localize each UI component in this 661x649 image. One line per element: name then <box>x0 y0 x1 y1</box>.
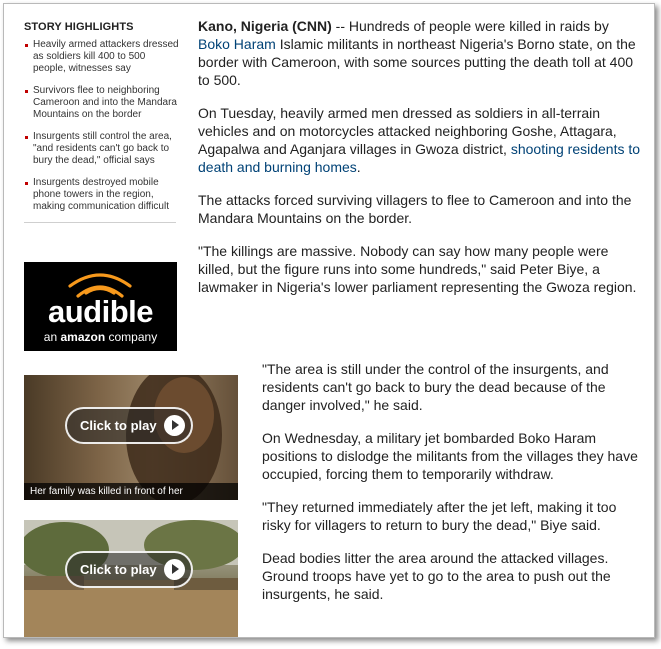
article-paragraph: On Tuesday, heavily armed men dressed as soldiers in all-terrain vehicles and on motorcycles attacked neighboring Goshe, Attagara, Agapalwa and Aganjara villages in Gwoza district, shooting residents to death and burning homes. <box>198 105 641 175</box>
shooting-residents-link[interactable]: shooting residents to death and burning homes <box>198 141 641 175</box>
article-body-continued <box>262 360 642 618</box>
article-paragraph: The attacks forced surviving villagers to flee to Cameroon and into the Mandara Mountains on the border. <box>198 192 632 226</box>
article-paragraph: "The killings are massive. Nobody can say how many people were killed, but the figure runs into some hundreds," said Peter Biye, a lawmaker in Nigeria's lower parliament representing the Gwoza region. <box>198 243 637 295</box>
highlight-item: Insurgents still control the area, "and residents can't go back to bury the dead," official says <box>24 131 180 167</box>
audible-tagline: an amazon company <box>43 330 158 344</box>
audible-wordmark: audible <box>47 294 153 329</box>
article-paragraph: On Wednesday, a military jet bombarded Boko Haram positions to dislodge the militants from the villages they have occupied, forcing them to temporarily withdraw. <box>262 430 638 482</box>
highlights-list <box>20 39 180 213</box>
video-caption: Her family was killed in front of her <box>24 483 238 500</box>
highlights-title: STORY HIGHLIGHTS <box>24 21 134 33</box>
play-button[interactable] <box>65 407 193 444</box>
article-paragraph: Dead bodies litter the area around the attacked villages. Ground troops have yet to go to the area to push out the insurgents, he said. <box>262 550 611 602</box>
highlight-item: Insurgents destroyed mobile phone towers in the region, making communication difficult <box>24 177 180 213</box>
play-icon <box>164 415 185 436</box>
video-thumbnail[interactable] <box>24 375 238 500</box>
dateline: Kano, Nigeria (CNN) <box>198 18 332 34</box>
article-paragraph: "They returned immediately after the jet left, making it too risky for villagers to return to bury the dead," Biye said. <box>262 499 617 533</box>
audible-ad[interactable] <box>24 262 177 351</box>
play-label: Click to play <box>80 418 157 433</box>
play-icon <box>164 559 185 580</box>
highlight-item: Survivors flee to neighboring Cameroon and into the Mandara Mountains on the border <box>24 85 180 121</box>
highlight-item: Heavily armed attackers dressed as soldiers kill 400 to 500 people, witnesses say <box>24 39 180 75</box>
boko-haram-link[interactable]: Boko Haram <box>198 36 276 52</box>
article-paragraph: Kano, Nigeria (CNN) -- Hundreds of people were killed in raids by Boko Haram Islamic militants in northeast Nigeria's Borno state, on the border with Cameroon, with some sources putting the death toll at 400 to 500. <box>198 18 636 88</box>
article-paragraph: "The area is still under the control of the insurgents, and residents can't go back to bury the dead because of the danger involved," he said. <box>262 361 609 413</box>
play-button[interactable] <box>65 551 193 588</box>
highlights-divider <box>24 222 176 223</box>
video-thumbnail[interactable] <box>24 520 238 637</box>
article-body <box>198 17 642 311</box>
article-frame <box>3 3 655 638</box>
story-highlights <box>20 18 180 223</box>
play-label: Click to play <box>80 562 157 577</box>
